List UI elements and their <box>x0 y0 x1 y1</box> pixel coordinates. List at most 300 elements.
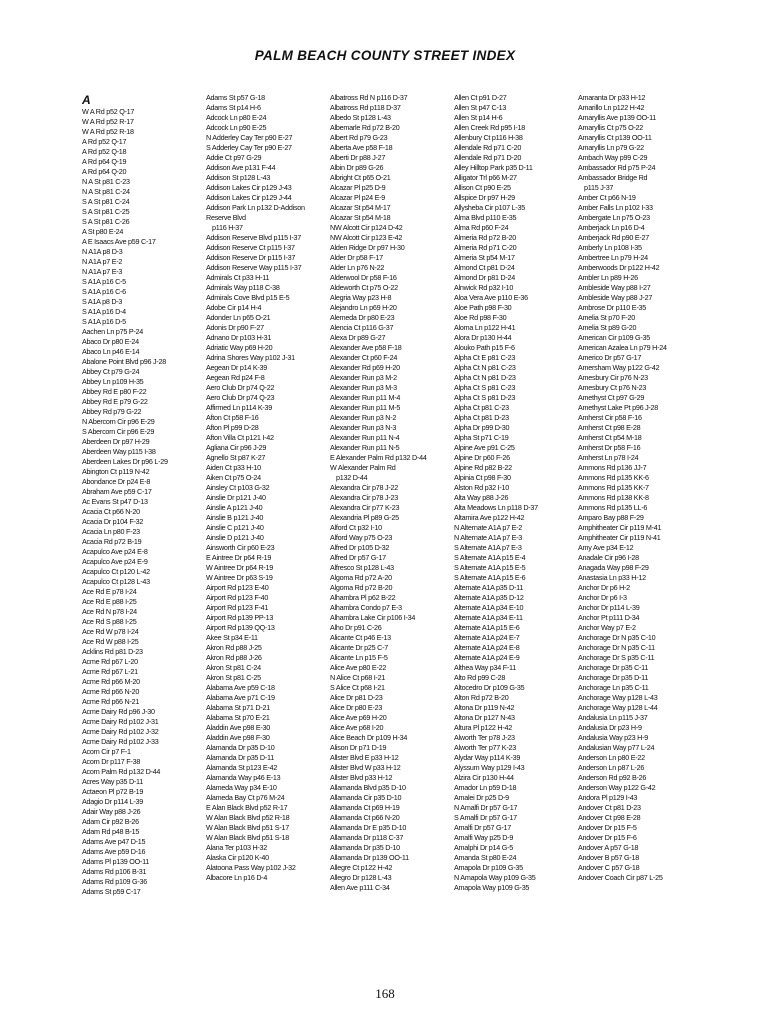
street-entry: Ace Rd E p88 I-25 <box>82 597 137 606</box>
street-entry: Ambassador Bridge Rd <box>578 173 648 182</box>
street-entry: Alford Ct p32 I-10 <box>330 523 382 532</box>
street-entry: E Alexander Palm Rd p132 D-44 <box>330 453 427 462</box>
street-entry: Anchorage Ln p35 C-11 <box>578 683 649 692</box>
street-entry: Adobe Cir p14 H-4 <box>206 303 262 312</box>
street-entry: Acorn Dr p117 F-38 <box>82 757 141 766</box>
street-entry: Anastasia Ln p33 H-12 <box>578 573 646 582</box>
street-entry: Alexander Rd p69 H-20 <box>330 363 400 372</box>
street-entry: Aberdeen Dr p97 H-29 <box>82 437 150 446</box>
street-entry: S Abercorn Cir p96 E-29 <box>82 427 155 436</box>
street-entry: Alicante Ct p46 E-13 <box>330 633 391 642</box>
street-entry: Alpine Dr p60 F-26 <box>454 453 510 462</box>
street-entry: Ace Rd E p78 I-24 <box>82 587 137 596</box>
street-entry: Amaryllis Ct p139 OO-11 <box>578 133 652 142</box>
street-entry: Alpha Ct N p81 D-23 <box>454 373 516 382</box>
street-entry: Aachen Ln p75 P-24 <box>82 327 144 336</box>
street-entry: Alamanda St p123 E-42 <box>206 763 278 772</box>
street-entry: Ainslie C p121 J-40 <box>206 523 264 532</box>
street-entry: W A Rd p52 R-17 <box>82 117 134 126</box>
street-entry: Ac Evans St p47 D-13 <box>82 497 148 506</box>
street-entry: Albacore Ln p16 D-4 <box>206 873 268 882</box>
street-entry: Adonder Ln p65 O-21 <box>206 313 271 322</box>
street-entry: Ace Rd S p88 I-25 <box>82 617 137 626</box>
street-entry: NW Alcott Cir p123 E-42 <box>330 233 403 242</box>
street-entry: Alexander Run p3 M-3 <box>330 383 397 392</box>
street-entry: Aloe Path p98 F-30 <box>454 303 512 312</box>
street-entry: S Alice Ct p68 I-21 <box>330 683 385 692</box>
street-entry: Amphitheater Cir p119 N-41 <box>578 533 661 542</box>
street-entry: Amaryllis Ln p79 G-22 <box>578 143 644 152</box>
street-entry: S Alternate A1A p15 E-6 <box>454 573 526 582</box>
street-entry: Amy Ave p34 E-12 <box>578 543 634 552</box>
street-entry: Acme Rd p66 N-20 <box>82 687 140 696</box>
street-entry: A Rd p52 Q-17 <box>82 137 127 146</box>
street-entry: Alicante Ln p15 F-5 <box>330 653 388 662</box>
street-entry: S Alternate A1A p15 E-5 <box>454 563 526 572</box>
street-entry: p116 H-37 <box>212 223 243 232</box>
street-entry: N Alternate A1A p7 E-3 <box>454 533 523 542</box>
street-entry: Addison Reserve Blvd p115 I-37 <box>206 233 302 242</box>
street-entry: Alpha Ct p81 D-23 <box>454 413 509 422</box>
street-entry: Alford Way p75 O-23 <box>330 533 393 542</box>
street-entry: Ambach Way p99 C-29 <box>578 153 648 162</box>
street-entry: p132 D-44 <box>336 473 368 482</box>
street-entry: Alexander Run p11 M-4 <box>330 393 401 402</box>
street-entry: Adcock Ln p80 E-24 <box>206 113 267 122</box>
street-entry: Allenbury Ct p116 H-38 <box>454 133 523 142</box>
street-entry: Amarillo Ln p122 H-42 <box>578 103 645 112</box>
street-entry: Allamanda Blvd p35 D-10 <box>330 783 406 792</box>
street-entry: Ambergate Ln p75 O-23 <box>578 213 650 222</box>
street-entry: Ambertree Ln p79 H-24 <box>578 253 648 262</box>
index-column-1 <box>82 93 206 897</box>
street-entry: Ace Rd W p78 I-24 <box>82 627 139 636</box>
street-entry: Alpha Ct p81 C-23 <box>454 403 509 412</box>
street-entry: Akee St p34 E-11 <box>206 633 258 642</box>
street-entry: Airport Rd p123 F-41 <box>206 603 269 612</box>
street-entry: Andover Ct p98 E-28 <box>578 813 641 822</box>
street-entry: Alder Ln p76 N-22 <box>330 263 385 272</box>
street-entry: Alice Beach Dr p109 H-34 <box>330 733 408 742</box>
street-entry: Admirals Way p118 C-38 <box>206 283 280 292</box>
street-entry: Ammons Rd p135 LL-6 <box>578 503 648 512</box>
street-entry: Allster Blvd E p33 H-12 <box>330 753 399 762</box>
street-entry: American Azalea Ln p79 H-24 <box>578 343 667 352</box>
street-entry: Anchor Way p7 E-2 <box>578 623 636 632</box>
street-entry: Alexander Ave p58 F-18 <box>330 343 402 352</box>
street-entry: Acme Rd p66 M-20 <box>82 677 140 686</box>
street-entry: Addie Ct p97 G-29 <box>206 153 262 162</box>
street-entry: Andover B p57 G-18 <box>578 853 640 862</box>
street-entry: Akron Rd p88 J-26 <box>206 653 262 662</box>
street-entry: Amalei Dr p25 D-9 <box>454 793 509 802</box>
street-entry: N A1A p7 E-3 <box>82 267 123 276</box>
street-entry: Addison Park Ln p132 D-Addison <box>206 203 305 212</box>
street-entry: Altona Dr p119 N-42 <box>454 703 515 712</box>
street-entry: Alexa Dr p89 G-27 <box>330 333 386 342</box>
street-entry: Amador Ln p59 D-18 <box>454 783 517 792</box>
street-entry: Alabama Ave p59 C-18 <box>206 683 275 692</box>
street-entry: Adams Rd p106 B-31 <box>82 867 147 876</box>
street-entry: N A1A p7 E-2 <box>82 257 123 266</box>
street-entry: Anchorage Dr p35 D-11 <box>578 673 649 682</box>
street-entry: Addison Reserve Dr p115 I-37 <box>206 253 296 262</box>
street-entry: Acacia Rd p72 B-19 <box>82 537 142 546</box>
street-entry: p115 J-37 <box>584 183 614 192</box>
street-entry: Actaeon Pl p72 B-19 <box>82 787 144 796</box>
street-entry: Alexander Run p3 M-2 <box>330 373 397 382</box>
street-entry: Adams St p57 G-18 <box>206 93 265 102</box>
street-entry: Alpha Dr p99 D-30 <box>454 423 510 432</box>
street-entry: Adam Rd p48 B-15 <box>82 827 140 836</box>
street-entry: Aloa Vera Ave p110 E-36 <box>454 293 528 302</box>
street-entry: Airport Rd p139 PP-13 <box>206 613 274 622</box>
street-entry: N Abercorn Cir p96 E-29 <box>82 417 155 426</box>
street-entry: W Alan Black Blvd p51 S-17 <box>206 823 289 832</box>
street-entry: Anderson Way p122 G-42 <box>578 783 656 792</box>
street-entry: Altona Dr p127 N-43 <box>454 713 515 722</box>
street-entry: Alaska Cir p120 K-40 <box>206 853 269 862</box>
street-entry: Amapola Dr p109 G-35 <box>454 863 523 872</box>
street-entry: Amaryllis Ave p139 OO-11 <box>578 113 657 122</box>
street-entry: Allendale Rd p71 D-20 <box>454 153 522 162</box>
street-entry: Aegean Rd p24 F-8 <box>206 373 265 382</box>
street-entry: Abbey Ln p109 H-35 <box>82 377 144 386</box>
street-entry: Andover Ct p81 D-23 <box>578 803 641 812</box>
street-entry: Alho Dr p91 C-26 <box>330 623 382 632</box>
street-entry: Adair Way p88 J-26 <box>82 807 141 816</box>
street-entry: S Adderley Cay Ter p90 E-27 <box>206 143 292 152</box>
street-entry: Alligator Trl p66 M-27 <box>454 173 517 182</box>
street-entry: Allamanda Ct p66 N-20 <box>330 813 400 822</box>
street-entry: Ambrose Dr p110 E-35 <box>578 303 646 312</box>
street-entry: Anadale Cir p96 I-28 <box>578 553 639 562</box>
street-entry: Aldeworth Ct p75 O-22 <box>330 283 398 292</box>
street-entry: Adams St p59 C-17 <box>82 887 141 896</box>
street-entry: Allamanda Dr p139 OO-11 <box>330 853 409 862</box>
street-entry: Andalusia Ln p115 J-37 <box>578 713 648 722</box>
street-entry: Amber Ct p66 N-19 <box>578 193 636 202</box>
street-entry: S Alternate A1A p15 E-4 <box>454 553 526 562</box>
street-entry: Alexandria Pl p89 G-25 <box>330 513 399 522</box>
street-entry: Alencia Ct p116 G-37 <box>330 323 394 332</box>
street-entry: Afton Villa Ct p121 I-42 <box>206 433 274 442</box>
street-entry: Alden Ridge Dr p97 H-30 <box>330 243 405 252</box>
street-entry: Agnello St p87 K-27 <box>206 453 266 462</box>
street-entry: Anchor Dr p114 L-39 <box>578 603 640 612</box>
street-entry: Ammons Rd p136 JJ-7 <box>578 463 647 472</box>
street-entry: Albemarle Rd p72 B-20 <box>330 123 400 132</box>
street-entry: W A Rd p52 Q-17 <box>82 107 135 116</box>
street-entry: Allspice Dr p97 H-29 <box>454 193 515 202</box>
street-entry: Admirals Cove Blvd p15 E-5 <box>206 293 290 302</box>
street-entry: Ainsworth Cir p60 E-23 <box>206 543 275 552</box>
street-entry: Adam Cir p92 B-26 <box>82 817 139 826</box>
street-entry: Allster Blvd W p33 H-12 <box>330 763 401 772</box>
street-entry: Aiden Ct p33 H-10 <box>206 463 261 472</box>
street-entry: Alameda Bay Ct p76 M-24 <box>206 793 285 802</box>
page-number: 168 <box>375 986 395 1001</box>
street-entry: Akron St p81 C-25 <box>206 673 261 682</box>
street-entry: Alpinia Ct p98 F-30 <box>454 473 511 482</box>
street-entry: S A1A p8 D-3 <box>82 297 123 306</box>
street-entry: Ainsley Ct p103 G-32 <box>206 483 270 492</box>
street-entry: Alabama Ave p71 C-19 <box>206 693 275 702</box>
street-entry: S A St p81 C-24 <box>82 197 130 206</box>
street-entry: Amherst Ct p54 M-18 <box>578 433 642 442</box>
street-entry: Acapulco Ct p128 L-43 <box>82 577 150 586</box>
street-entry: Ambler Ln p89 H-26 <box>578 273 638 282</box>
street-entry: Ainslie B p121 J-40 <box>206 513 264 522</box>
street-entry: Algoma Rd p72 B-20 <box>330 583 393 592</box>
street-entry: E Alan Black Blvd p52 R-17 <box>206 803 288 812</box>
street-entry: Almeria Rd p72 B-20 <box>454 233 516 242</box>
street-entry: Alta Way p88 J-26 <box>454 493 509 502</box>
street-entry: Abaco Dr p80 E-24 <box>82 337 139 346</box>
street-entry: Alexander Ct p60 F-24 <box>330 353 398 362</box>
street-entry: Acorn Cir p7 F-1 <box>82 747 131 756</box>
street-entry: N Amalfi Dr p57 G-17 <box>454 803 518 812</box>
street-entry: Amparo Bay p88 F-29 <box>578 513 644 522</box>
street-entry: Allen Ave p111 C-34 <box>330 883 390 892</box>
street-entry: Alto Rd p99 C-28 <box>454 673 506 682</box>
street-entry: Anderson Rd p92 B-26 <box>578 773 647 782</box>
street-entry: Adams Ave p59 D-16 <box>82 847 146 856</box>
street-entry: E Aintree Dr p64 R-19 <box>206 553 272 562</box>
street-entry: Acme Dairy Rd p102 J-32 <box>82 727 159 736</box>
street-entry: W Aintree Dr p63 S-19 <box>206 573 273 582</box>
street-entry: Acklins Rd p81 D-23 <box>82 647 143 656</box>
street-entry: Acme Dairy Rd p102 J-33 <box>82 737 159 746</box>
street-entry: Albin Dr p89 G-26 <box>330 163 384 172</box>
street-entry: Adagio Dr p114 L-39 <box>82 797 144 806</box>
street-entry: Acme Rd p66 N-21 <box>82 697 140 706</box>
street-entry: Amelia St p70 F-20 <box>578 313 636 322</box>
street-entry: Alcazar St p54 M-17 <box>330 203 391 212</box>
street-entry: Allen Creek Rd p95 I-18 <box>454 123 525 132</box>
street-entry: Andalusia Way p23 H-9 <box>578 733 648 742</box>
street-entry: W Aintree Dr p64 R-19 <box>206 563 274 572</box>
street-entry: W Alan Black Blvd p52 R-18 <box>206 813 290 822</box>
street-entry: Amherst Ln p78 I-24 <box>578 453 639 462</box>
street-entry: Alcazar St p54 M-18 <box>330 213 391 222</box>
street-entry: N Amapola Way p109 G-35 <box>454 873 536 882</box>
street-entry: Almond Dr p81 D-24 <box>454 273 516 282</box>
street-entry: Alpha Ct S p81 C-23 <box>454 383 516 392</box>
street-entry: Ainslie A p121 J-40 <box>206 503 263 512</box>
street-entry: Alice Dr p80 E-23 <box>330 703 383 712</box>
street-entry: Ainslie Dr p121 J-40 <box>206 493 266 502</box>
street-entry: Adams Ave p47 D-15 <box>82 837 146 846</box>
street-entry: Alma Rd p60 F-24 <box>454 223 509 232</box>
street-entry: Aero Club Dr p74 Q-22 <box>206 383 275 392</box>
street-entry: A E Isaacs Ave p59 C-17 <box>82 237 156 246</box>
street-entry: Aloma Ln p122 H-41 <box>454 323 516 332</box>
street-entry: Admirals Ct p33 H-11 <box>206 273 270 282</box>
street-entry: Amesbury Ct p76 N-23 <box>578 383 647 392</box>
street-entry: Amaryllis Ct p75 O-22 <box>578 123 644 132</box>
street-entry: Amber Falls Ln p102 I-33 <box>578 203 653 212</box>
street-entry: Abbey Ct p79 G-24 <box>82 367 140 376</box>
street-entry: Aegean Dr p14 K-39 <box>206 363 268 372</box>
street-entry: Adams Rd p109 G-36 <box>82 877 148 886</box>
street-entry: Allen St p14 H-6 <box>454 113 503 122</box>
street-entry: Alexander Run p3 N-2 <box>330 413 397 422</box>
street-entry: Anagada Way p98 F-29 <box>578 563 649 572</box>
street-entry: Adams Pl p139 OO-11 <box>82 857 150 866</box>
street-entry: Aladdin Ave p98 F-30 <box>206 733 270 742</box>
street-entry: Almond Ct p81 D-24 <box>454 263 515 272</box>
street-entry: Alzira Cir p130 H-44 <box>454 773 514 782</box>
street-entry: Alexandra Cir p77 K-23 <box>330 503 400 512</box>
street-entry: Alworth Ter p77 K-23 <box>454 743 516 752</box>
street-entry: Alydar Way p114 K-39 <box>454 753 521 762</box>
street-entry: Amaranta Dr p33 H-12 <box>578 93 646 102</box>
street-entry: Amethyst Lake Pt p96 J-28 <box>578 403 659 412</box>
street-entry: S A1A p16 D-4 <box>82 307 126 316</box>
street-entry: Alternate A1A p15 E-6 <box>454 623 520 632</box>
street-entry: Allamanda Dr E p35 D-10 <box>330 823 407 832</box>
street-entry: Adams St p14 H-6 <box>206 103 261 112</box>
street-entry: Alice Dr p81 D-23 <box>330 693 383 702</box>
street-entry: Airport Rd p123 F-40 <box>206 593 269 602</box>
page-title: PALM BEACH COUNTY STREET INDEX <box>254 48 516 63</box>
street-entry: Anchorage Way p128 L-43 <box>578 693 658 702</box>
street-entry: Alora Dr p130 H-44 <box>454 333 512 342</box>
street-entry: Amherst Dr p58 F-16 <box>578 443 641 452</box>
street-entry: Albright Ct p65 O-21 <box>330 173 391 182</box>
street-entry: Abington Ct p119 N-42 <box>82 467 150 476</box>
street-entry: Amethyst Ct p97 G-29 <box>578 393 645 402</box>
street-entry: Acres Way p35 D-11 <box>82 777 144 786</box>
street-entry: Alternate A1A p24 E-7 <box>454 633 520 642</box>
street-entry: Anchorage Dr N p35 C-11 <box>578 643 655 652</box>
street-entry: Alternate A1A p35 D-12 <box>454 593 524 602</box>
street-entry: Altamira Ave p122 H-42 <box>454 513 525 522</box>
street-entry: A St p80 E-24 <box>82 227 124 236</box>
street-entry: Alexandra Cir p78 J-22 <box>330 483 399 492</box>
street-entry: Anchor Dr p6 H-2 <box>578 583 630 592</box>
street-entry: Alexander Run p11 N-4 <box>330 433 400 442</box>
street-entry: Allamanda Ct p69 H-19 <box>330 803 400 812</box>
street-entry: Allen St p47 C-13 <box>454 103 507 112</box>
street-entry: Ace Rd W p88 I-25 <box>82 637 139 646</box>
street-entry: Amberwoods Dr p122 H-42 <box>578 263 660 272</box>
street-entry: Acme Dairy Rd p102 J-31 <box>82 717 159 726</box>
street-entry: Alhambra Lake Cir p106 I-34 <box>330 613 416 622</box>
street-entry: Alpine Ave p91 C-25 <box>454 443 515 452</box>
street-entry: Alternate A1A p35 D-11 <box>454 583 524 592</box>
street-entry: Anchorage Way p128 L-44 <box>578 703 658 712</box>
street-entry: Alberti Dr p88 J-27 <box>330 153 386 162</box>
street-entry: Alameda Way p34 E-10 <box>206 783 277 792</box>
street-entry: Acme Rd p67 L-20 <box>82 657 138 666</box>
street-entry: Adcock Ln p90 E-25 <box>206 123 267 132</box>
street-entry: Alston Rd p32 I-10 <box>454 483 510 492</box>
street-entry: Andover Dr p15 F-5 <box>578 823 637 832</box>
street-entry: Alpha Ct E p81 C-23 <box>454 353 516 362</box>
street-entry: Alice Ave p80 E-22 <box>330 663 387 672</box>
street-entry: Alhambra Condo p7 E-3 <box>330 603 402 612</box>
street-entry: Alcazar Pl p25 D-9 <box>330 183 386 192</box>
street-entry: Anchorage Dr S p35 C-11 <box>578 653 655 662</box>
street-entry: Alouko Path p15 F-6 <box>454 343 515 352</box>
street-entry: Aiken Ct p75 O-24 <box>206 473 261 482</box>
street-entry: Alpha Ct N p81 C-23 <box>454 363 516 372</box>
street-entry: Alternate A1A p24 E-9 <box>454 653 520 662</box>
street-entry: Ammons Rd p135 KK-6 <box>578 473 649 482</box>
street-entry: Alexander Run p11 N-5 <box>330 443 400 452</box>
street-entry: Alworth Ter p78 J-23 <box>454 733 515 742</box>
street-entry: Amanda St p80 E-24 <box>454 853 517 862</box>
street-entry: A Rd p64 Q-19 <box>82 157 127 166</box>
street-entry: W Alan Black Blvd p51 S-18 <box>206 833 289 842</box>
street-entry: Ammons Rd p138 KK-8 <box>578 493 649 502</box>
street-entry: Acacia Dr p104 F-32 <box>82 517 144 526</box>
street-entry: Alemeda Dr p80 E-23 <box>330 313 395 322</box>
street-entry: Acacia Ct p66 N-20 <box>82 507 140 516</box>
street-entry: Almeria Rd p71 C-20 <box>454 243 517 252</box>
street-entry: Abraham Ave p59 C-17 <box>82 487 152 496</box>
street-entry: Allamanda Dr p118 C-37 <box>330 833 404 842</box>
street-entry: Abaco Ln p46 E-14 <box>82 347 140 356</box>
street-entry: S A1A p16 C-6 <box>82 287 126 296</box>
street-entry: Abbey Rd E p79 G-22 <box>82 397 148 406</box>
street-entry: Abbey Rd E p80 F-22 <box>82 387 147 396</box>
street-entry: Altocedro Dr p109 G-35 <box>454 683 525 692</box>
street-entry: Reserve Blvd <box>206 213 246 222</box>
street-entry: Affirmed Ln p114 K-39 <box>206 403 273 412</box>
street-entry: Allamanda Dr p35 D-10 <box>330 843 400 852</box>
street-entry: Addison Lakes Cir p129 J-43 <box>206 183 292 192</box>
street-entry: Airport Rd p123 E-40 <box>206 583 269 592</box>
street-entry: Anchorage Dr N p35 C-10 <box>578 633 656 642</box>
street-entry: American Cir p109 G-35 <box>578 333 650 342</box>
street-entry: Abalone Point Blvd p96 J-28 <box>82 357 166 366</box>
street-entry: Allen Ct p91 D-27 <box>454 93 507 102</box>
street-entry: Adriatic Way p69 H-20 <box>206 343 273 352</box>
street-entry: N Alice Ct p68 I-21 <box>330 673 386 682</box>
street-entry: Alamanda Way p46 E-13 <box>206 773 281 782</box>
street-entry: Andover A p57 G-18 <box>578 843 639 852</box>
street-entry: Addison Reserve Way p115 I-37 <box>206 263 302 272</box>
street-entry: Alma Blvd p110 E-35 <box>454 213 517 222</box>
street-entry: Alfresco St p128 L-43 <box>330 563 394 572</box>
street-entry: N Alternate A1A p7 E-2 <box>454 523 523 532</box>
street-entry: Afton Ct p58 F-16 <box>206 413 259 422</box>
street-entry: Ambleside Way p88 J-27 <box>578 293 653 302</box>
street-entry: Andalusia Dr p23 H-9 <box>578 723 642 732</box>
street-entry: Airport Rd p139 QQ-13 <box>206 623 275 632</box>
street-entry: Alegria Way p23 H-8 <box>330 293 392 302</box>
street-entry: Alabama St p71 D-21 <box>206 703 270 712</box>
street-entry: Alice Ave p68 I-20 <box>330 723 384 732</box>
street-entry: Addison Reserve Ct p115 I-37 <box>206 243 295 252</box>
street-entry: Allendale Rd p71 C-20 <box>454 143 522 152</box>
street-entry: Ambassador Rd p75 P-24 <box>578 163 656 172</box>
street-entry: Aladdin Ave p98 E-30 <box>206 723 270 732</box>
street-entry: Amberjack Rd p90 E-27 <box>578 233 650 242</box>
index-column-4 <box>454 93 578 893</box>
street-entry: Amphitheater Cir p119 M-41 <box>578 523 662 532</box>
street-entry: Acapulco Ct p120 L-42 <box>82 567 150 576</box>
street-entry: Almeria St p54 M-17 <box>454 253 515 262</box>
street-entry: Alternate A1A p34 E-11 <box>454 613 523 622</box>
street-entry: Acorn Palm Rd p132 D-44 <box>82 767 161 776</box>
street-entry: Amberly Ln p108 I-35 <box>578 243 642 252</box>
street-entry: Adnano Dr p103 H-31 <box>206 333 272 342</box>
street-entry: Ammons Rd p135 KK-7 <box>578 483 649 492</box>
